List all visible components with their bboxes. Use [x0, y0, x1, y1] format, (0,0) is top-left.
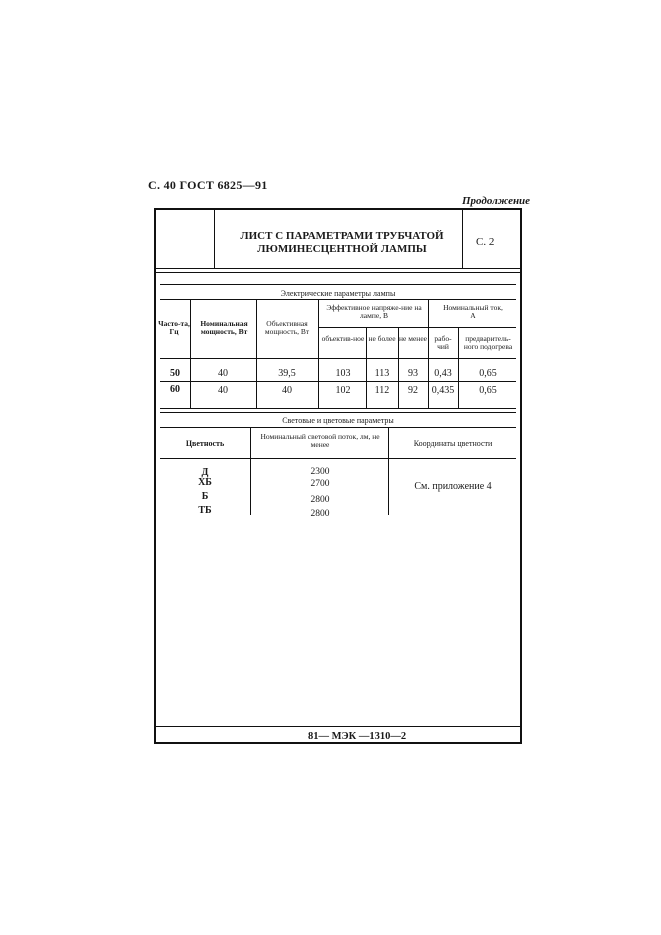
row1-objective: 39,5 — [278, 368, 296, 379]
sheet-number: С. 2 — [476, 236, 495, 248]
title-line-1: ЛИСТ С ПАРАМЕТРАМИ ТРУБЧАТОЙ — [240, 230, 444, 242]
row2-voltage-objective: 102 — [335, 385, 351, 396]
flux-list — [252, 466, 388, 520]
header-voltage-group: Эффективное напряже-ние на лампе, В — [326, 303, 422, 320]
row1-frequency: 50 — [170, 368, 180, 379]
footer-code: 81— МЭК —1310—2 — [308, 731, 407, 742]
light-col-1 — [250, 427, 251, 515]
elec-header-bottom — [160, 358, 516, 359]
row1-underline — [160, 381, 516, 382]
row2-objective: 40 — [282, 385, 292, 396]
flux-item: 2800 — [310, 495, 330, 505]
header-voltage-min: не менее — [399, 334, 427, 343]
elec-col-3 — [318, 299, 319, 408]
header-color: Цветность — [185, 439, 225, 448]
row2-current-preheat: 0,65 — [479, 385, 497, 396]
row2-current-working: 0,435 — [431, 385, 455, 396]
row2-voltage-max: 112 — [374, 385, 390, 396]
light-section-title: Световые и цветовые параметры — [282, 416, 394, 425]
flux-item: 2300 — [310, 467, 330, 477]
row2-frequency: 60 — [170, 384, 180, 395]
elec-bottom-rule — [160, 408, 516, 409]
header-frequency: Часто-та, Гц — [158, 319, 190, 336]
light-col-2 — [388, 427, 389, 515]
color-item: ХБ — [198, 477, 212, 488]
elec-top-rule — [160, 284, 516, 285]
row1-current-working: 0,43 — [434, 368, 452, 379]
continuation-label: Продолжение — [462, 195, 531, 207]
sheet-title — [232, 230, 452, 256]
elec-col-2 — [256, 299, 257, 408]
row2-voltage-min: 92 — [408, 385, 418, 396]
row1-current-preheat: 0,65 — [479, 368, 497, 379]
electrical-section-title: Электрические параметры лампы — [280, 289, 396, 298]
row1-voltage-max: 113 — [374, 368, 390, 379]
coords-note: См. приложение 4 — [414, 481, 492, 492]
header-current-preheat: предваритель-ного подогрева — [463, 334, 513, 351]
light-top-rule — [160, 412, 516, 413]
row1-nominal: 40 — [218, 368, 228, 379]
title-line-2: ЛЮМИНЕСЦЕНТНОЙ ЛАМПЫ — [257, 243, 427, 255]
color-item: ТБ — [198, 505, 212, 516]
elec-col-1 — [190, 299, 191, 408]
header-current-group: Номинальный ток, А — [443, 303, 503, 320]
header-current-working: рабо-чий — [434, 334, 452, 351]
light-header-bottom — [160, 458, 516, 459]
flux-item: 2700 — [310, 479, 330, 489]
header-flux: Номинальный световой поток, лм, не менее — [260, 432, 380, 449]
color-item: Д — [201, 467, 209, 478]
header-objective-power: Объективная мощность, Вт — [264, 319, 310, 336]
header-coords: Координаты цветности — [413, 439, 493, 448]
title-divider-right — [462, 210, 463, 268]
header-nominal-power: Номинальная мощность, Вт — [200, 319, 248, 336]
title-divider-left — [214, 210, 215, 268]
row1-voltage-min: 93 — [408, 368, 418, 379]
page-header-left: С. 40 ГОСТ 6825—91 — [148, 178, 268, 192]
elec-subheader-rule — [318, 327, 516, 328]
row1-voltage-objective: 103 — [335, 368, 351, 379]
elec-header-rule — [160, 299, 516, 300]
row2-nominal: 40 — [218, 385, 228, 396]
header-voltage-max: не более — [368, 334, 396, 343]
color-list — [160, 466, 250, 518]
color-item: Б — [201, 491, 209, 502]
title-bottom-rule — [156, 268, 520, 269]
light-header-rule — [160, 427, 516, 428]
title-bottom-rule-2 — [156, 272, 520, 273]
footer-rule — [156, 726, 520, 727]
flux-item: 2800 — [310, 509, 330, 519]
header-voltage-objective: объектив-ное — [321, 334, 365, 343]
